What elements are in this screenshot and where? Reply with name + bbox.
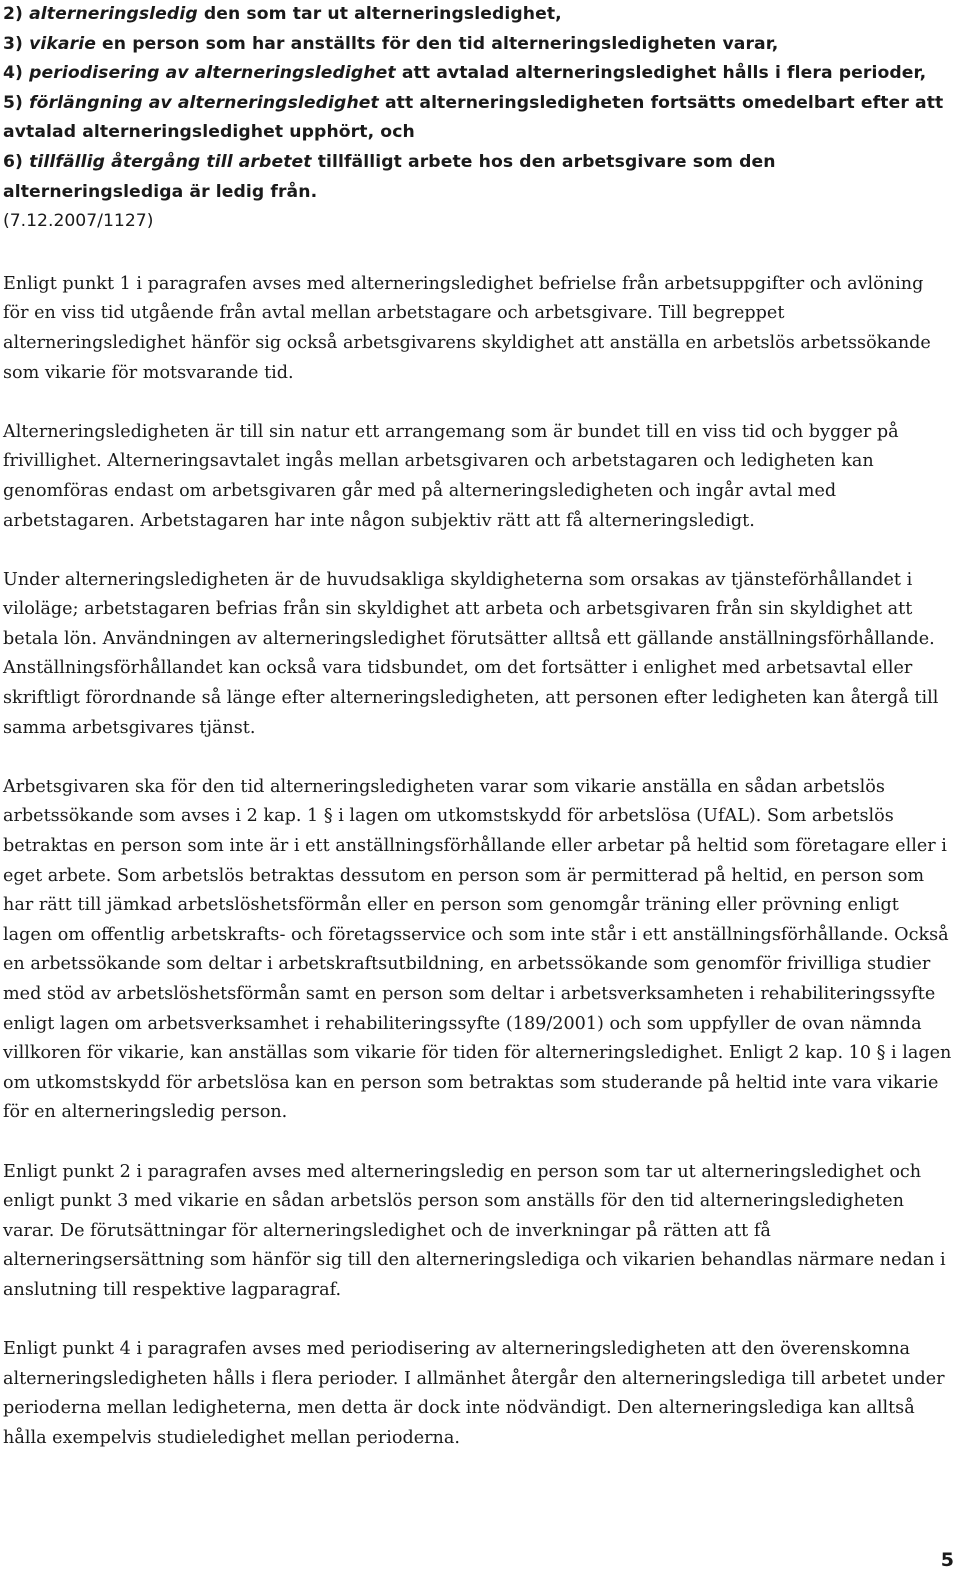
body-text — [3, 270, 953, 1454]
definition-item: 2) alterneringsledig den som tar ut alterneringsledighet, — [3, 4, 562, 24]
paragraph: Alterneringsledigheten är till sin natur ett arrangemang som är bundet till en viss tid och bygger på frivillighet. Alterneringsavtalet ingås mellan arbetsgivaren och arbetstagaren och ledigheten kan genomföras endast om arbetsgivaren går med på alterneringsledigheten och ingår avtal med arbetstagaren. Arbetstagaren har inte någon subjektiv rätt att få alterneringsledigt. — [3, 421, 899, 531]
definition-term: vikarie — [29, 33, 96, 54]
definition-item: 3) vikarie en person som har anställts för den tid alterneringsledigheten varar, — [3, 33, 779, 54]
definition-list — [3, 0, 953, 207]
paragraph: Enligt punkt 4 i paragrafen avses med periodisering av alterneringsledigheten att den överenskomna alterneringsledigheten hålls i flera perioder. I allmänhet återgår den alterneringslediga till arbetet under perioderna mellan ledigheterna, men detta är dock inte nödvändigt. Den alterneringslediga kan alltså hålla exempelvis studieledighet mellan perioderna. — [3, 1339, 945, 1448]
paragraph: Enligt punkt 2 i paragrafen avses med alterneringsledig en person som tar ut alterneringsledighet och enligt punkt 3 med vikarie en sådan arbetslös person som anställs för den tid alterneringsledigheten varar. De förutsättningar för alterneringsledighet och de inverkningar på rätten att få alterneringsersättning som hänför sig till den alterneringslediga och vikarien behandlas närmare nedan i anslutning till respektive lagparagraf. — [3, 1161, 946, 1300]
definition-item: 5) förlängning av alterneringsledighet att alterneringsledigheten fortsätts omedelbart efter att avtalad alterneringsledighet upphört, och — [3, 92, 944, 143]
document-page — [3, 0, 953, 1483]
paragraph: Enligt punkt 1 i paragrafen avses med alterneringsledighet befrielse från arbetsuppgifter och avlöning för en viss tid utgående från avtal mellan arbetstagare och arbetsgivare. Till begreppet alterneringsledighet hänför sig också arbetsgivarens skyldighet att anställa en arbetslös arbetssökande som vikarie för motsvarande tid. — [3, 273, 931, 383]
paragraph: Arbetsgivaren ska för den tid alterneringsledigheten varar som vikarie anställa en sådan arbetslös arbetssökande som avses i 2 kap. 1 § i lagen om utkomstskydd för arbetslösa (UfAL). Som arbetslös betraktas en person som inte är i ett anställningsförhållande eller arbetar på heltid som företagare eller i eget arbete. Som arbetslös betraktas dessutom en person som är permitterad på heltid, en person som har rätt till jämkad arbetslöshetsförmån eller en person som genomgår träning eller prövning enligt lagen om offentlig arbetskrafts- och företagsservice och som inte står i ett anställningsförhållande. Också en arbetssökande som deltar i arbetskraftsutbildning, en arbetssökande som genomför frivilliga studier med stöd av arbetslöshetsförmån samt en person som deltar i arbetsverksamheten i rehabiliteringssyfte enligt lagen om arbetsverksamhet i rehabiliteringssyfte (189/2001) och som uppfyller de ovan nämnda villkoren för vikarie, kan anställas som vikarie för tiden för alterneringsledighet. Enligt 2 kap. 10 § i lagen om utkomstskydd för arbetslösa kan en person som betraktas som studerande på heltid inte vara vikarie för en alterneringsledig person. — [3, 776, 952, 1123]
definition-item: 4) periodisering av alterneringsledighet att avtalad alterneringsledighet hålls i flera perioder, — [3, 63, 927, 84]
definition-term: alterneringsledig — [29, 4, 198, 24]
definition-item: 6) tillfällig återgång till arbetet tillfälligt arbete hos den arbetsgivare som den alterneringslediga är ledig från. — [3, 151, 776, 202]
paragraph: Under alterneringsledigheten är de huvudsakliga skyldigheterna som orsakas av tjänsteförhållandet i viloläge; arbetstagaren befrias från sin skyldighet att arbeta och arbetsgivaren från sin skyldighet att betala lön. Användningen av alterneringsledighet förutsätter alltså ett gällande anställningsförhållande. Anställningsförhållandet kan också vara tidsbundet, om det fortsätter i enlighet med arbetsavtal eller skriftligt förordnande så länge efter alterneringsledigheten, att personen efter ledigheten kan återgå till samma arbetsgivares tjänst. — [3, 569, 939, 738]
definition-term: periodisering av alterneringsledighet — [29, 63, 396, 84]
statute-reference: (7.12.2007/1127) — [3, 211, 154, 232]
page-number: 5 — [940, 1549, 954, 1571]
definition-term: tillfällig återgång till arbetet — [29, 151, 312, 172]
definition-term: förlängning av alterneringsledighet — [29, 92, 379, 113]
